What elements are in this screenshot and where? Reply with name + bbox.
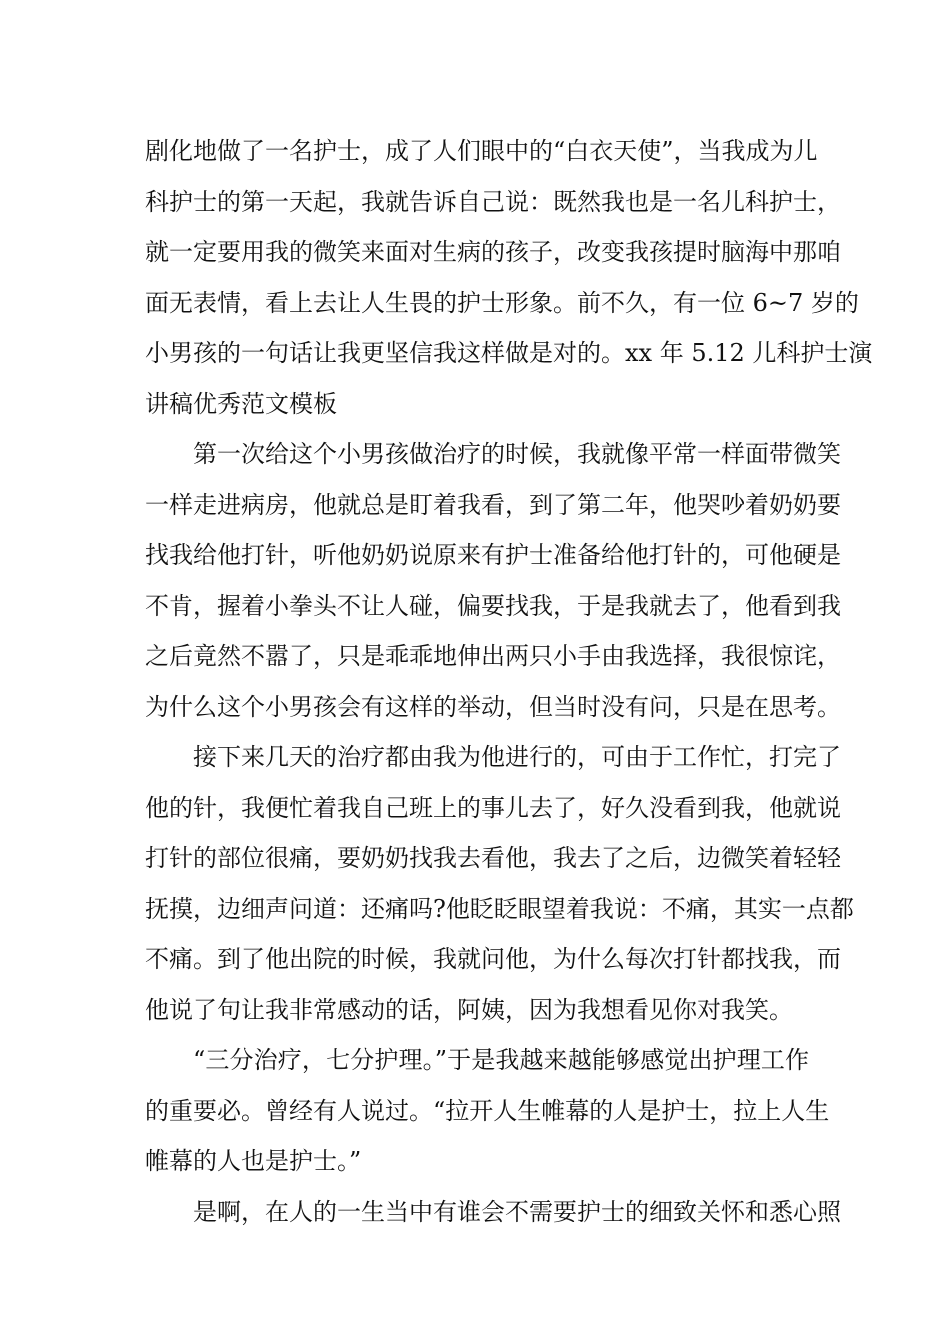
text-line: 的重要必。曾经有人说过。“拉开人生帷幕的人是护士，拉上人生 <box>145 1096 830 1125</box>
text-line: 接下来几天的治疗都由我为他进行的，可由于工作忙，打完了 <box>193 743 841 771</box>
text-line: 剧化地做了一名护士，成了人们眼中的“白衣天使”，当我成为儿 <box>145 137 818 165</box>
text-line: 小男孩的一句话让我更坚信我这样做是对的。xx 年 5.12 儿科护士演 <box>145 339 873 367</box>
text-line: 第一次给这个小男孩做治疗的时候，我就像平常一样面带微笑 <box>193 440 841 468</box>
text-line: 他的针，我便忙着我自己班上的事儿去了，好久没看到我，他就说 <box>145 793 841 822</box>
text-line: 抚摸，边细声问道：还痛吗?他眨眨眼望着我说：不痛，其实一点都 <box>145 894 854 923</box>
text-line: 是啊，在人的一生当中有谁会不需要护士的细致关怀和悉心照 <box>193 1197 841 1226</box>
text-line: 不肯，握着小拳头不让人碰，偏要找我，于是我就去了，他看到我 <box>145 591 841 620</box>
text-line: 科护士的第一天起，我就告诉自己说：既然我也是一名儿科护士， <box>145 187 841 216</box>
text-line: “三分治疗，七分护理。”于是我越来越能够感觉出护理工作 <box>193 1046 809 1074</box>
text-line: 他说了句让我非常感动的话，阿姨，因为我想看见你对我笑。 <box>145 995 793 1024</box>
text-line: 面无表情，看上去让人生畏的护士形象。前不久，有一位 6~7 岁的 <box>145 288 859 317</box>
text-line: 讲稿优秀范文模板 <box>145 389 337 418</box>
text-line: 之后竟然不嚣了，只是乖乖地伸出两只小手由我选择，我很惊诧， <box>145 642 841 670</box>
text-line: 找我给他打针，听他奶奶说原来有护士准备给他打针的，可他硬是 <box>145 541 841 569</box>
text-line: 为什么这个小男孩会有这样的举动，但当时没有问，只是在思考。 <box>145 692 841 721</box>
text-line: 帷幕的人也是护士。” <box>145 1147 362 1175</box>
text-line: 不痛。到了他出院的时候，我就问他，为什么每次打针都找我，而 <box>145 945 841 973</box>
text-line: 就一定要用我的微笑来面对生病的孩子，改变我孩提时脑海中那咱 <box>145 238 841 266</box>
text-line: 一样走进病房，他就总是盯着我看，到了第二年，他哭吵着奶奶要 <box>145 490 841 519</box>
body-text <box>145 126 873 1237</box>
text-line: 打针的部位很痛，要奶奶找我去看他，我去了之后，边微笑着轻轻 <box>145 844 841 872</box>
